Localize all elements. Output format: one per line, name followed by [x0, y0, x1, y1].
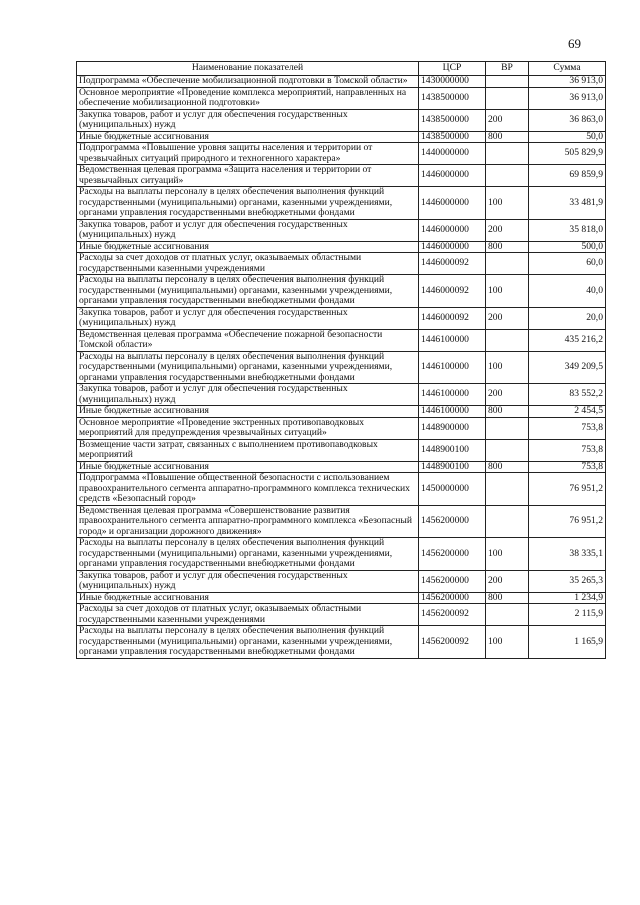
table-row [77, 253, 606, 275]
cell-vr: 100 [486, 626, 529, 659]
cell-csr: 1456200092 [419, 626, 486, 659]
cell-sum: 50,0 [529, 131, 606, 143]
cell-name: Закупка товаров, работ и услуг для обеспечения государственных (муниципальных) нужд [77, 307, 419, 329]
cell-name: Иные бюджетные ассигнования [77, 131, 419, 143]
cell-name: Иные бюджетные ассигнования [77, 592, 419, 604]
cell-vr: 800 [486, 592, 529, 604]
cell-vr: 800 [486, 406, 529, 418]
cell-vr [486, 165, 529, 187]
cell-name: Подпрограмма «Обеспечение мобилизационной подготовки в Томской области» [77, 76, 419, 88]
cell-csr: 1450000000 [419, 473, 486, 506]
cell-name: Расходы за счет доходов от платных услуг, оказываемых областными государственными казенными учреждениями [77, 604, 419, 626]
cell-sum: 500,0 [529, 241, 606, 253]
table-row [77, 307, 606, 329]
table-row [77, 351, 606, 384]
cell-vr: 100 [486, 538, 529, 571]
cell-csr: 1446100000 [419, 351, 486, 384]
cell-sum: 753,8 [529, 461, 606, 473]
cell-csr: 1448900100 [419, 461, 486, 473]
table-row [77, 592, 606, 604]
cell-vr [486, 253, 529, 275]
cell-name: Расходы за счет доходов от платных услуг, оказываемых областными государственными казенными учреждениями [77, 253, 419, 275]
cell-csr: 1446000000 [419, 187, 486, 220]
cell-sum: 20,0 [529, 307, 606, 329]
cell-csr: 1438500000 [419, 109, 486, 131]
cell-vr [486, 417, 529, 439]
cell-sum: 38 335,1 [529, 538, 606, 571]
cell-vr: 200 [486, 109, 529, 131]
table-row [77, 626, 606, 659]
table-row [77, 187, 606, 220]
cell-sum: 60,0 [529, 253, 606, 275]
table-row [77, 329, 606, 351]
header-row [77, 62, 606, 76]
cell-vr [486, 473, 529, 506]
cell-vr: 100 [486, 187, 529, 220]
cell-vr [486, 143, 529, 165]
cell-csr: 1438500000 [419, 131, 486, 143]
header-csr: ЦСР [419, 62, 486, 76]
cell-sum: 36 913,0 [529, 76, 606, 88]
cell-name: Возмещение части затрат, связанных с выполнением противопаводковых мероприятий [77, 439, 419, 461]
table-row [77, 219, 606, 241]
table-row [77, 87, 606, 109]
cell-vr [486, 329, 529, 351]
table-row [77, 76, 606, 88]
cell-name: Закупка товаров, работ и услуг для обеспечения государственных (муниципальных) нужд [77, 219, 419, 241]
cell-vr: 800 [486, 131, 529, 143]
cell-csr: 1448900100 [419, 439, 486, 461]
cell-csr: 1430000000 [419, 76, 486, 88]
header-sum: Сумма [529, 62, 606, 76]
cell-csr: 1438500000 [419, 87, 486, 109]
cell-sum: 753,8 [529, 417, 606, 439]
cell-name: Подпрограмма «Повышение общественной безопасности с использованием правоохранительного сегмента аппаратно-программного комплекса технических средств «Безопасный город» [77, 473, 419, 506]
cell-sum: 36 863,0 [529, 109, 606, 131]
cell-csr: 1456200092 [419, 604, 486, 626]
cell-csr: 1446000092 [419, 307, 486, 329]
cell-sum: 349 209,5 [529, 351, 606, 384]
cell-csr: 1446000000 [419, 165, 486, 187]
cell-name: Основное мероприятие «Проведение экстренных противопаводковых мероприятий для предупреждения чрезвычайных ситуаций» [77, 417, 419, 439]
cell-sum: 505 829,9 [529, 143, 606, 165]
cell-sum: 76 951,2 [529, 505, 606, 538]
table-row [77, 439, 606, 461]
cell-vr [486, 76, 529, 88]
cell-sum: 69 859,9 [529, 165, 606, 187]
table-row [77, 473, 606, 506]
table-header [77, 62, 606, 76]
cell-csr: 1446100000 [419, 329, 486, 351]
cell-name: Закупка товаров, работ и услуг для обеспечения государственных (муниципальных) нужд [77, 570, 419, 592]
table-row [77, 505, 606, 538]
table-row [77, 461, 606, 473]
table-row [77, 538, 606, 571]
cell-sum: 2 115,9 [529, 604, 606, 626]
cell-sum: 35 265,3 [529, 570, 606, 592]
cell-name: Расходы на выплаты персоналу в целях обеспечения выполнения функций государственными (муниципальными) органами, казенными учреждениями, органами управления государственными внебюджетными фондами [77, 275, 419, 308]
cell-sum: 1 234,9 [529, 592, 606, 604]
cell-name: Подпрограмма «Повышение уровня защиты населения и территории от чрезвычайных ситуаций природного и техногенного характера» [77, 143, 419, 165]
cell-csr: 1448900000 [419, 417, 486, 439]
cell-vr: 100 [486, 275, 529, 308]
cell-vr: 200 [486, 384, 529, 406]
budget-table [76, 61, 606, 659]
cell-name: Расходы на выплаты персоналу в целях обеспечения выполнения функций государственными (муниципальными) органами, казенными учреждениями, органами управления государственными внебюджетными фондами [77, 626, 419, 659]
cell-name: Расходы на выплаты персоналу в целях обеспечения выполнения функций государственными (муниципальными) органами, казенными учреждениями, органами управления государственными внебюджетными фондами [77, 538, 419, 571]
cell-csr: 1446000000 [419, 241, 486, 253]
table-row [77, 417, 606, 439]
cell-vr: 100 [486, 351, 529, 384]
cell-name: Закупка товаров, работ и услуг для обеспечения государственных (муниципальных) нужд [77, 384, 419, 406]
cell-csr: 1456200000 [419, 592, 486, 604]
cell-sum: 753,8 [529, 439, 606, 461]
cell-name: Иные бюджетные ассигнования [77, 461, 419, 473]
table-row [77, 604, 606, 626]
cell-csr: 1456200000 [419, 538, 486, 571]
table-row [77, 143, 606, 165]
cell-name: Ведомственная целевая программа «Защита населения и территории от чрезвычайных ситуаций» [77, 165, 419, 187]
header-vr: ВР [486, 62, 529, 76]
cell-name: Ведомственная целевая программа «Обеспечение пожарной безопасности Томской области» [77, 329, 419, 351]
table-row [77, 570, 606, 592]
cell-sum: 36 913,0 [529, 87, 606, 109]
cell-name: Расходы на выплаты персоналу в целях обеспечения выполнения функций государственными (муниципальными) органами, казенными учреждениями, органами управления государственными внебюджетными фондами [77, 187, 419, 220]
table-row [77, 384, 606, 406]
table-row [77, 406, 606, 418]
table-body [77, 76, 606, 659]
cell-csr: 1440000000 [419, 143, 486, 165]
cell-vr: 800 [486, 241, 529, 253]
cell-vr [486, 87, 529, 109]
cell-csr: 1446000000 [419, 219, 486, 241]
cell-csr: 1456200000 [419, 505, 486, 538]
cell-sum: 76 951,2 [529, 473, 606, 506]
header-name: Наименование показателей [77, 62, 419, 76]
cell-vr [486, 505, 529, 538]
cell-name: Основное мероприятие «Проведение комплекса мероприятий, направленных на обеспечение мобилизационной подготовки» [77, 87, 419, 109]
cell-vr: 200 [486, 307, 529, 329]
cell-vr: 200 [486, 219, 529, 241]
cell-vr: 800 [486, 461, 529, 473]
cell-name: Ведомственная целевая программа «Совершенствование развития правоохранительного сегмента аппаратно-программного комплекса «Безопасный город» и организации дорожного движения» [77, 505, 419, 538]
table-row [77, 275, 606, 308]
table-row [77, 109, 606, 131]
cell-sum: 40,0 [529, 275, 606, 308]
cell-sum: 35 818,0 [529, 219, 606, 241]
cell-sum: 1 165,9 [529, 626, 606, 659]
page-number: 69 [568, 36, 581, 51]
cell-csr: 1446100000 [419, 384, 486, 406]
cell-name: Иные бюджетные ассигнования [77, 241, 419, 253]
cell-sum: 2 454,5 [529, 406, 606, 418]
cell-name: Закупка товаров, работ и услуг для обеспечения государственных (муниципальных) нужд [77, 109, 419, 131]
cell-vr [486, 604, 529, 626]
cell-vr [486, 439, 529, 461]
cell-csr: 1446000092 [419, 253, 486, 275]
cell-csr: 1456200000 [419, 570, 486, 592]
table-row [77, 165, 606, 187]
cell-vr: 200 [486, 570, 529, 592]
cell-sum: 33 481,9 [529, 187, 606, 220]
cell-name: Иные бюджетные ассигнования [77, 406, 419, 418]
cell-csr: 1446000092 [419, 275, 486, 308]
cell-csr: 1446100000 [419, 406, 486, 418]
cell-sum: 435 216,2 [529, 329, 606, 351]
table-row [77, 241, 606, 253]
cell-sum: 83 552,2 [529, 384, 606, 406]
cell-name: Расходы на выплаты персоналу в целях обеспечения выполнения функций государственными (муниципальными) органами, казенными учреждениями, органами управления государственными внебюджетными фондами [77, 351, 419, 384]
table-row [77, 131, 606, 143]
